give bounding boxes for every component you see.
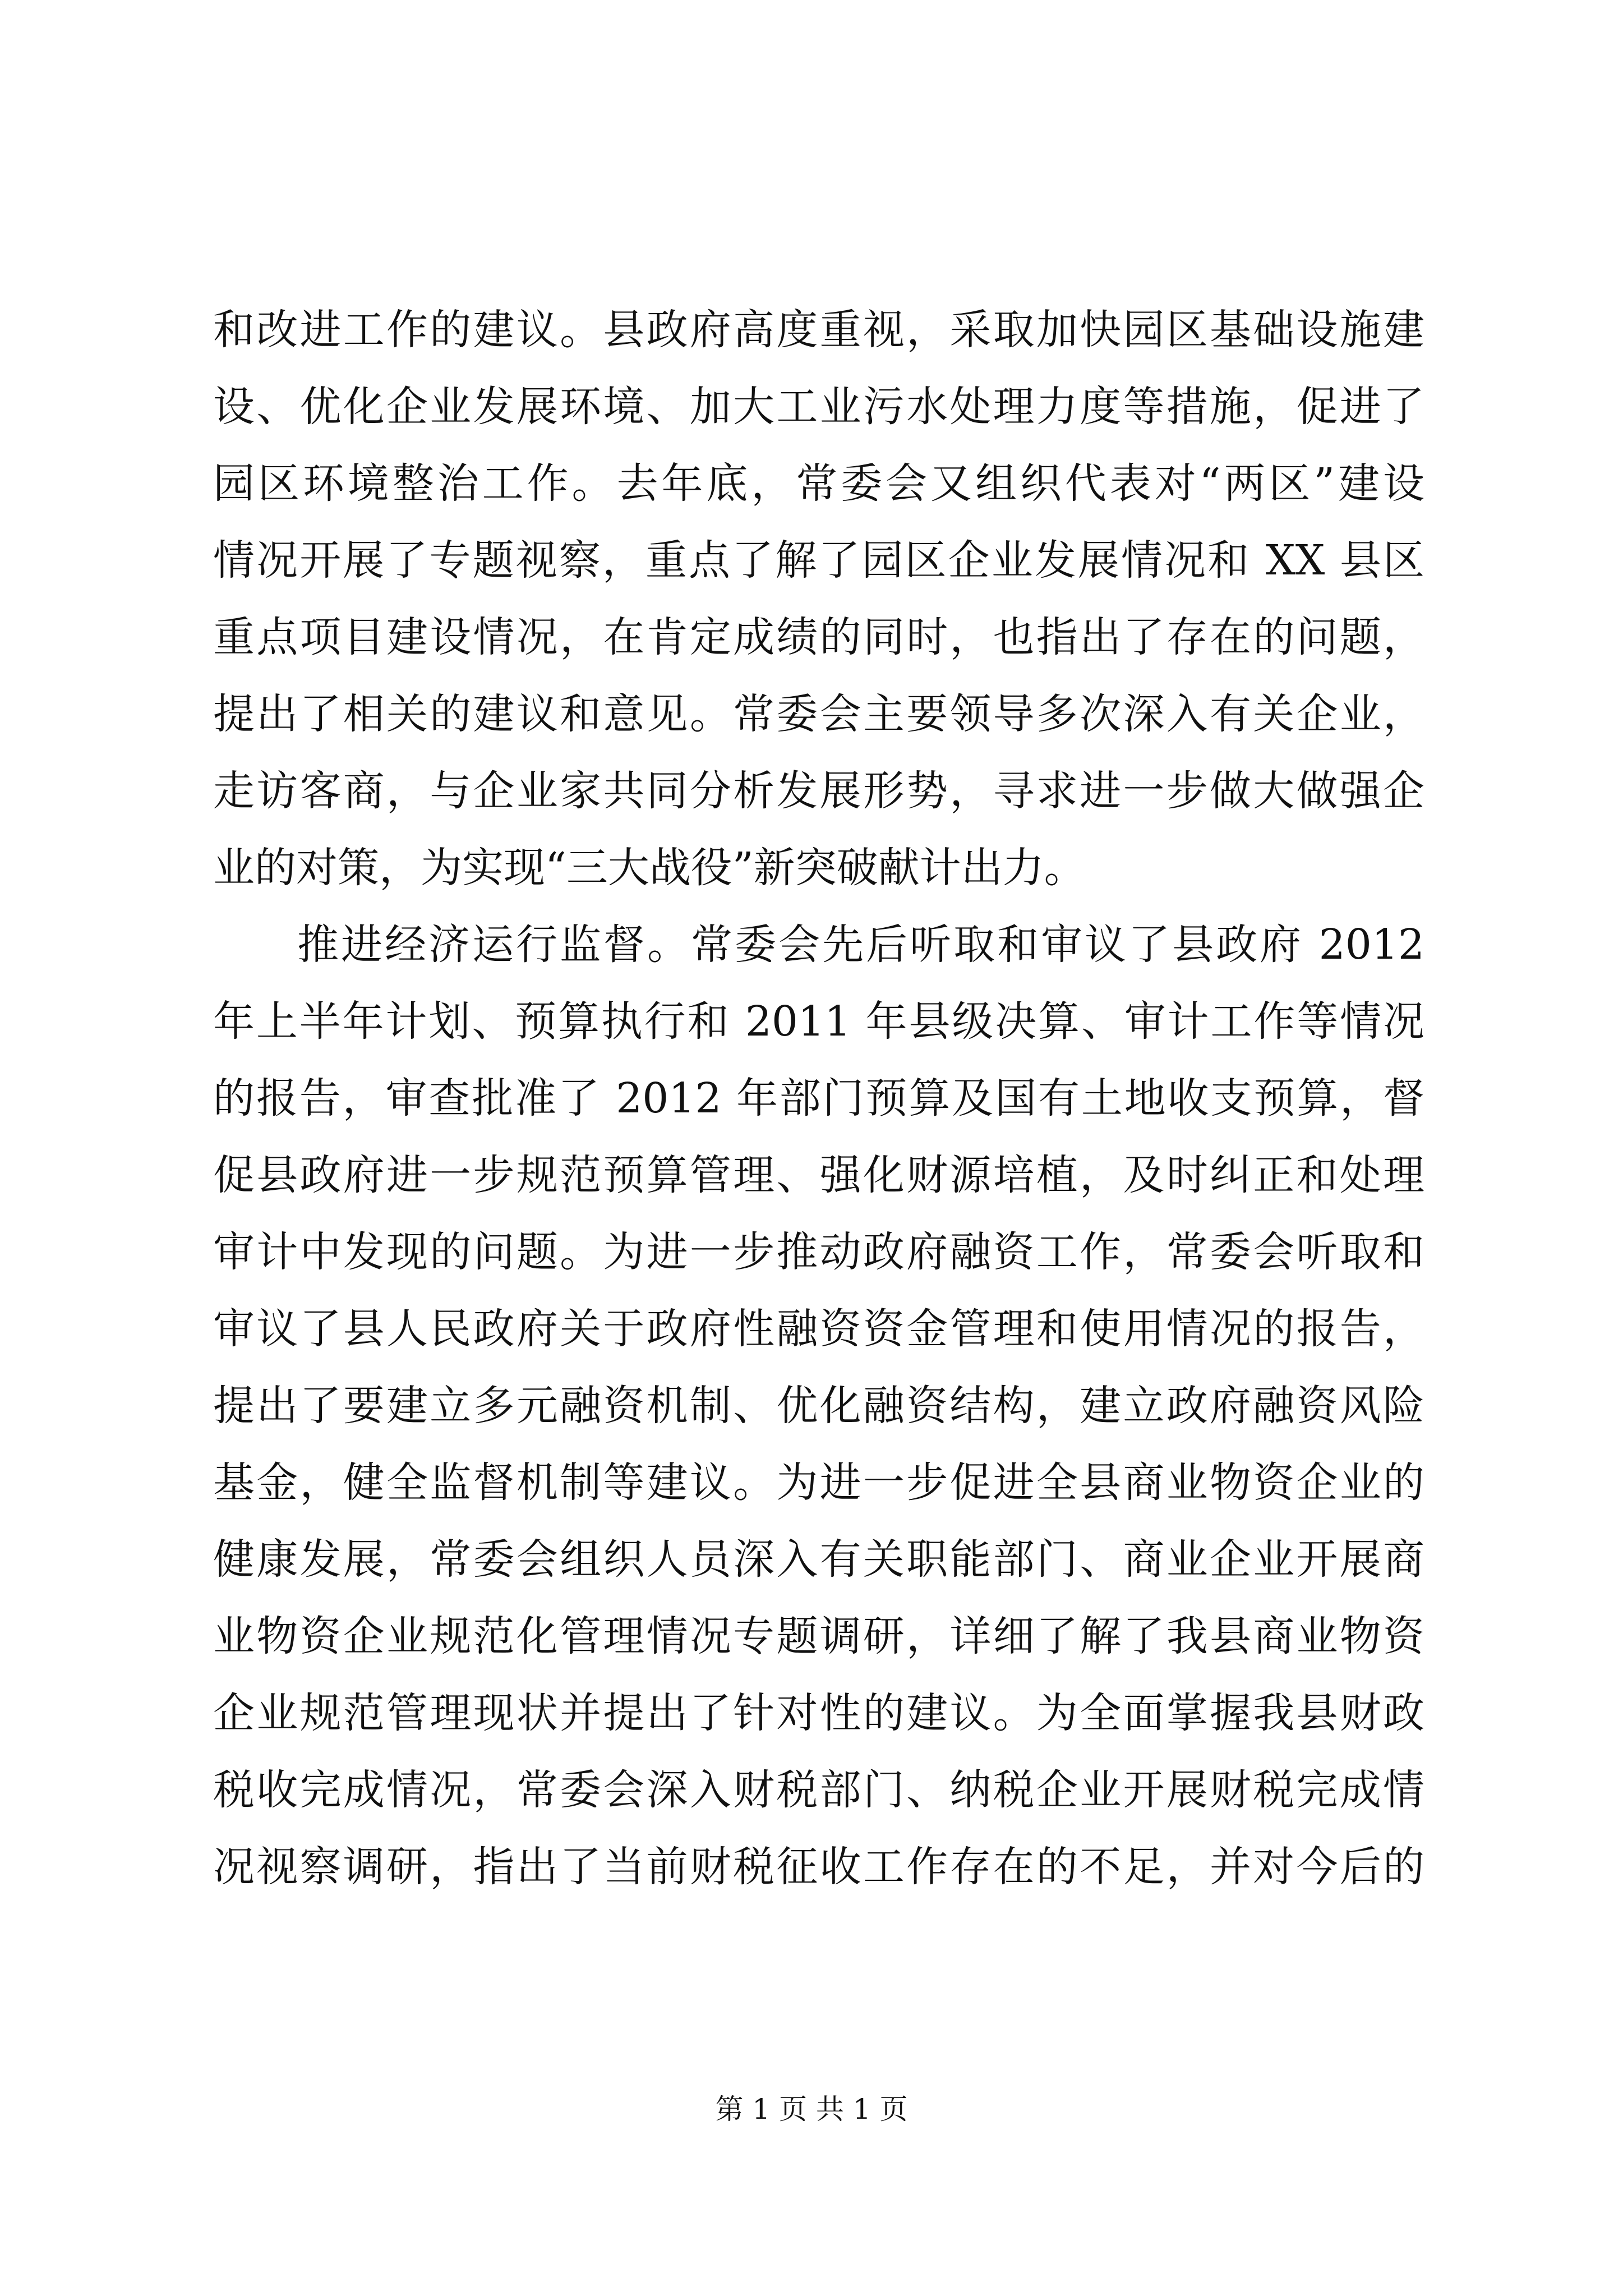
text-line: 设、优化企业发展环境、加大工业污水处理力度等措施，促进了	[213, 383, 1424, 431]
text-line: 业物资企业规范化管理情况专题调研，详细了解了我县商业物资	[213, 1612, 1424, 1660]
page-footer: 第 1 页 共 1 页	[715, 2093, 908, 2125]
paragraph-end-line: 业的对策，为实现“三大战役”新突破献计出力。	[213, 844, 1086, 892]
text-line: 年上半年计划、预算执行和 2011 年县级决算、审计工作等情况	[213, 997, 1424, 1046]
text-line: 重点项目建设情况，在肯定成绩的同时，也指出了存在的问题，	[213, 613, 1424, 661]
text-line: 健康发展，常委会组织人员深入有关职能部门、商业企业开展商	[213, 1535, 1424, 1584]
text-line: 况视察调研，指出了当前财税征收工作存在的不足，并对今后的	[213, 1843, 1424, 1891]
text-line: 提出了要建立多元融资机制、优化融资结构，建立政府融资风险	[213, 1382, 1424, 1430]
text-line: 审议了县人民政府关于政府性融资资金管理和使用情况的报告，	[213, 1305, 1424, 1353]
text-line: 提出了相关的建议和意见。常委会主要领导多次深入有关企业，	[213, 690, 1424, 738]
text-line: 情况开展了专题视察，重点了解了园区企业发展情况和 XX 县区	[213, 536, 1424, 585]
text-line: 促县政府进一步规范预算管理、强化财源培植，及时纠正和处理	[213, 1151, 1424, 1199]
text-line: 基金，健全监督机制等建议。为进一步促进全县商业物资企业的	[213, 1458, 1424, 1507]
text-line: 和改进工作的建议。县政府高度重视，采取加快园区基础设施建	[213, 306, 1424, 354]
paragraph-start-line: 推进经济运行监督。常委会先后听取和审议了县政府 2012	[297, 921, 1424, 969]
text-line: 审计中发现的问题。为进一步推动政府融资工作，常委会听取和	[213, 1228, 1424, 1276]
text-line: 企业规范管理现状并提出了针对性的建议。为全面掌握我县财政	[213, 1689, 1424, 1737]
text-line: 园区环境整治工作。去年底，常委会又组织代表对“两区”建设	[213, 459, 1424, 508]
text-line: 的报告，审查批准了 2012 年部门预算及国有土地收支预算，督	[213, 1074, 1424, 1122]
text-line: 税收完成情况，常委会深入财税部门、纳税企业开展财税完成情	[213, 1766, 1424, 1814]
body-text	[213, 292, 1424, 1906]
text-line: 走访客商，与企业家共同分析发展形势，寻求进一步做大做强企	[213, 767, 1424, 815]
